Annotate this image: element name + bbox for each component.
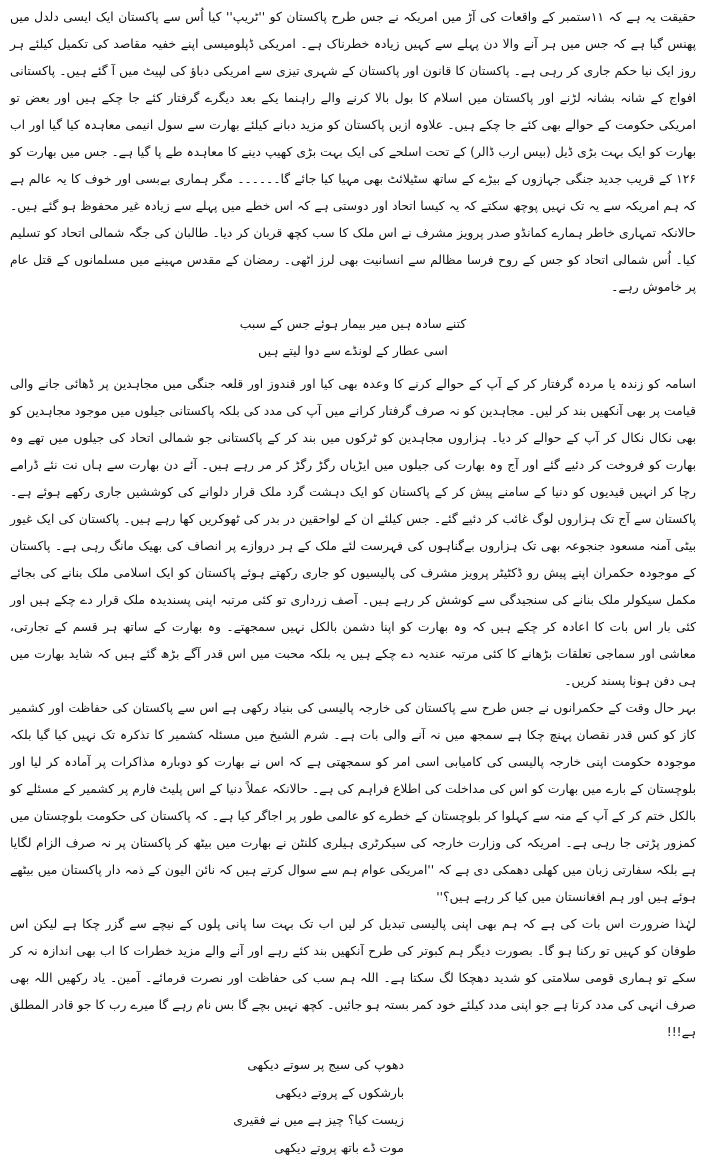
paragraph-4: لہٰذا ضرورت اس بات کی ہے کہ ہم بھی اپنی پالیسی تبدیل کر لیں اب تک بہت سا پانی پلوں کے نیچے سے گزر چکا ہے لیکن اس طوفان کو کہیں تو رکنا ہو گا۔ بصورت دیگر ہم کبوتر کی طرح آنکھیں بند کئے رہے اور آنے والے مزید خطرات کا اب بھی اندازہ نہ کر سکے تو ہماری قومی سلامتی کو شدید دھچکا لگ سکتا ہے۔ اللہ ہم سب کی حفاظت اور نصرت فرمائے۔ آمین۔ یاد رکھیں اللہ بھی صرف انہی کی مدد کرتا ہے جو اپنی مدد کیلئے خود کمر بستہ ہو جائیں۔ کچھ نہیں بچے گا بس نام رہے گا میرے رب کا جو قادر المطلق ہے!!!: [10, 911, 696, 1046]
closing-verse-line-2: بارشکوں کے پروتے دیکھی: [10, 1080, 696, 1108]
paragraph-1: حقیقت یہ ہے کہ ۱۱ستمبر کے واقعات کی آڑ میں امریکہ نے جس طرح پاکستان کو ''ٹریپ'' کیا اُس سے پاکستان ایک ایسی دلدل میں پھنس گیا ہے کہ جس میں ہر آنے والا دن پہلے سے کہیں زیادہ خطرناک ہے۔ امریکی ڈپلومیسی اپنے خفیہ مقاصد کی تکمیل کیلئے ہر روز ایک نیا حکم جاری کر رہی ہے۔ پاکستان کا قانون اور پاکستان کے شہری تیزی سے امریکی دباؤ کی لپیٹ میں آ گئے ہیں۔ پاکستانی افواج کے شانہ بشانہ لڑنے اور پاکستان میں اسلام کا بول بالا کرنے والے راہنما یکے بعد دیگرے گرفتار کئے جا چکے ہیں اور بعض تو امریکی حکومت کے حوالے بھی کئے جا چکے ہیں۔ علاوہ ازیں پاکستان کو مزید دبانے کیلئے بھارت سے سول انیمی معاہدہ کیا گیا اور اب بھارت کو ایک بہت بڑی ڈیل (بیس ارب ڈالر) کے تحت اسلحے کی ایک بہت بڑی کھیپ دینے کا معاہدہ طے پا گیا ہے۔ جس میں بھارت کو ۱۲۶ کے قریب جدید جنگی جہازوں کے بیڑے کے ساتھ سٹیلائٹ بھی مہیا کیا جائے گا۔۔۔۔۔۔ مگر ہماری بےبسی اور خوف کا یہ عالم ہے کہ ہم امریکہ سے یہ تک نہیں پوچھ سکتے کہ یہ کیسا اتحاد اور دوستی ہے کہ اس خطے میں پہلے سے زیادہ غیر محفوظ ہو گئے ہیں۔ حالانکہ تمہاری خاطر ہمارے کمانڈو صدر پرویز مشرف نے اس ملک کا سب کچھ قربان کر دیا۔ طالبان کی جگہ شمالی اتحاد کو تسلیم کیا۔ اُس شمالی اتحاد کو جس کے روح فرسا مظالم سے انسانیت بھی لرز اٹھی۔ رمضان کے مقدس مہینے میں مسلمانوں کے قتل عام پر خاموش رہے۔: [10, 4, 696, 301]
verse-line-2: اسی عطار کے لونڈے سے دوا لیتے ہیں: [10, 338, 696, 365]
verse-line-1: کتنے سادہ ہیں میر بیمار ہوئے جس کے سبب: [10, 311, 696, 338]
paragraph-3: بہر حال وقت کے حکمرانوں نے جس طرح سے پاکستان کی خارجہ پالیسی کی بنیاد رکھی ہے اس سے پاکستان کی حفاظت اور کشمیر کاز کو کس قدر نقصان پہنچ چکا ہے سمجھ میں نہ آنے والی بات ہے۔ شرم الشیخ میں مسئلہ کشمیر کا تذکرہ تک نہیں کیا گیا بلکہ موجودہ حکومت اپنی خارجہ پالیسی کی کامیابی اسی امر کو سمجھتی ہے کہ اس نے بھارت کو دوبارہ مذاکرات پر آمادہ کر لیا اور بلوچستان کے بارے میں بھارت کو اس کی مداخلت کی اطلاع فراہم کی ہے۔ حالانکہ عملاً دنیا کے اس پلیٹ فارم پر کشمیر کے مسئلے کو بالکل ختم کر کے آپ کے منہ سے کہلوا کر بلوچستان کے خطرے کو عالمی طور پر اجاگر کیا ہے۔ کہ پاکستان کی حکومت بلوچستان میں کمزور پڑتی جا رہی ہے۔ امریکہ کی وزارت خارجہ کی سیکرٹری ہیلری کلنٹن نے بھارت میں بیٹھ کر پاکستان پر نہ صرف الزام لگایا ہے بلکہ سفارتی زبان میں کھلی دھمکی دی ہے کہ ''امریکی عوام ہم سے سوال کرتے ہیں کہ نائن الیون کے ذمہ دار پاکستان میں بیٹھے ہوئے ہیں اور ہم افغانستان میں کیا کر رہے ہیں؟'': [10, 695, 696, 911]
closing-verse-line-3: زیست کیا؟ چیز ہے میں نے فقیری: [10, 1107, 696, 1135]
verse-couplet: [10, 311, 696, 365]
paragraph-2: اسامہ کو زندہ یا مردہ گرفتار کر کے آپ کے حوالے کرنے کا وعدہ بھی کیا اور قندوز اور قلعہ جنگی میں مجاہدین پر ڈھائی جانے والی قیامت پر بھی آنکھیں بند کر لیں۔ مجاہدین کو نہ صرف گرفتار کرانے میں آپ کی مدد کی بلکہ پاکستانی جیلوں میں موجود مجاہدین کو بھی نکال نکال کر آپ کے حوالے کر دیا۔ ہزاروں مجاہدین کو ٹرکوں میں بند کر کے پاکستانی جو شمالی اتحاد کی جیلوں میں تھے وہ بھارت کو فروخت کر دئیے گئے اور آج وہ بھارت کی جیلوں میں ایڑیاں رگڑ رگڑ کر مر رہے ہیں۔ آئے دن بھارت سے ہاں نت نئے ڈرامے رچا کر انہیں قیدیوں کو دنیا کے سامنے پیش کر کے پاکستان کو ایک دہشت گرد ملک قرار دلوانے کی کوششیں جاری رکھے ہوئے ہے۔ پاکستان سے آج تک ہزاروں لوگ غائب کر دئیے گئے۔ جس کیلئے ان کے لواحقین در بدر کی ٹھوکریں کھا رہے ہیں۔ پاکستان کی ایک غیور بیٹی آمنہ مسعود جنجوعہ بھی تک ہزاروں بےگناہوں کی فہرست لئے ملک کے ہر دروازے پر انصاف کی بھیک مانگ رہی ہے۔ پاکستان کے موجودہ حکمران اپنے پیش رو ڈکٹیٹر پرویز مشرف کی پالیسیوں کو جاری رکھتے ہوئے پاکستان کو ایک اسلامی ملک بنانے کی بجائے مکمل سیکولر ملک بنانے کی سنجیدگی سے کوشش کر رہے ہیں۔ آصف زرداری تو کئی مرتبہ اپنی پسندیدہ ملک قرار دے چکے ہیں اور کئی بار اس بات کا اعادہ کر چکے ہیں کہ وہ بھارت کو اپنا دشمن بالکل نہیں سمجھتے۔ وہ بھارت کے ساتھ ہر قسم کے تجارتی، معاشی اور سماجی تعلقات بڑھانے کا کئی مرتبہ عندیہ دے چکے ہیں یہ بلکہ محبت میں اس قدر آگے بڑھ گئے ہیں کہ شاید بھارت میں ہی دفن ہونا پسند کریں۔: [10, 371, 696, 695]
closing-verse-line-1: دھوپ کی سیج پر سوتے دیکھی: [10, 1052, 696, 1080]
closing-verse-line-4: موت ڈے باتھ پروتے دیکھی: [10, 1135, 696, 1162]
closing-verse: [10, 1052, 696, 1162]
